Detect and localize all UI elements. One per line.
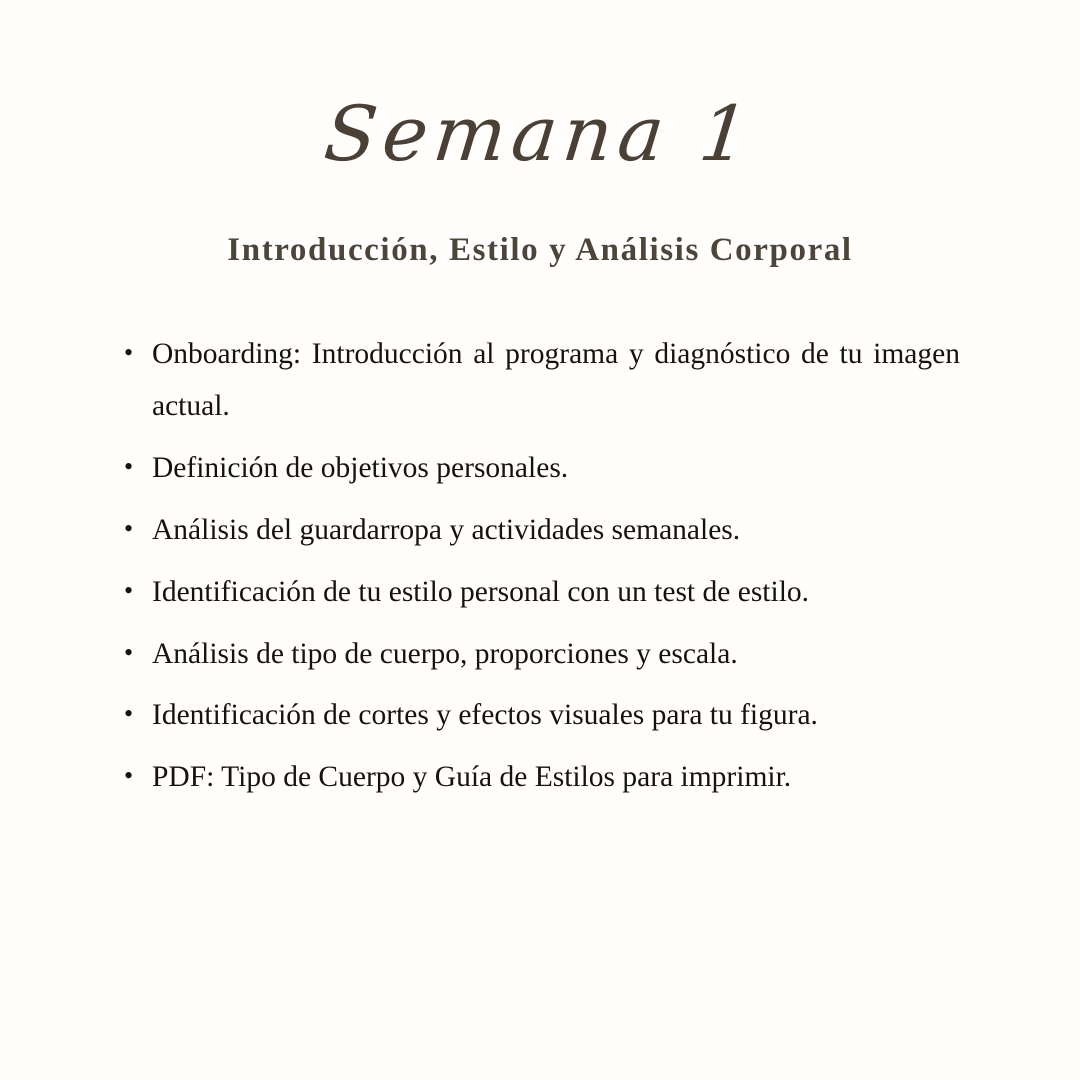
bullet-dot-icon: • [124, 451, 134, 481]
list-item [120, 752, 960, 804]
bullet-dot-icon: • [124, 575, 134, 605]
list-item [120, 443, 960, 495]
bullet-dot-icon: • [124, 761, 134, 791]
list-item [120, 629, 960, 681]
page-subtitle: Introducción, Estilo y Análisis Corporal [227, 231, 853, 268]
list-item-label: Definición de objetivos personales. [152, 451, 569, 484]
bullet-dot-icon: • [124, 338, 134, 368]
list-item-label: Onboarding: Introducción al programa y diagnóstico de tu imagen actual. [152, 338, 960, 422]
list-item [120, 329, 960, 433]
curriculum-list [120, 329, 960, 814]
list-item-label: Identificación de cortes y efectos visuales para tu figura. [152, 699, 818, 732]
list-item [120, 505, 960, 557]
list-item [120, 567, 960, 619]
list-item-label: Análisis de tipo de cuerpo, proporciones y escala. [152, 637, 738, 670]
list-item-label: Identificación de tu estilo personal con un test de estilo. [152, 575, 810, 608]
bullet-dot-icon: • [124, 513, 134, 543]
bullet-dot-icon: • [124, 699, 134, 729]
bullet-dot-icon: • [124, 637, 134, 667]
list-item-label: Análisis del guardarropa y actividades semanales. [152, 513, 741, 546]
list-item-label: PDF: Tipo de Cuerpo y Guía de Estilos para imprimir. [152, 761, 792, 794]
list-item [120, 690, 960, 742]
page-title: Semana 1 [320, 89, 760, 178]
